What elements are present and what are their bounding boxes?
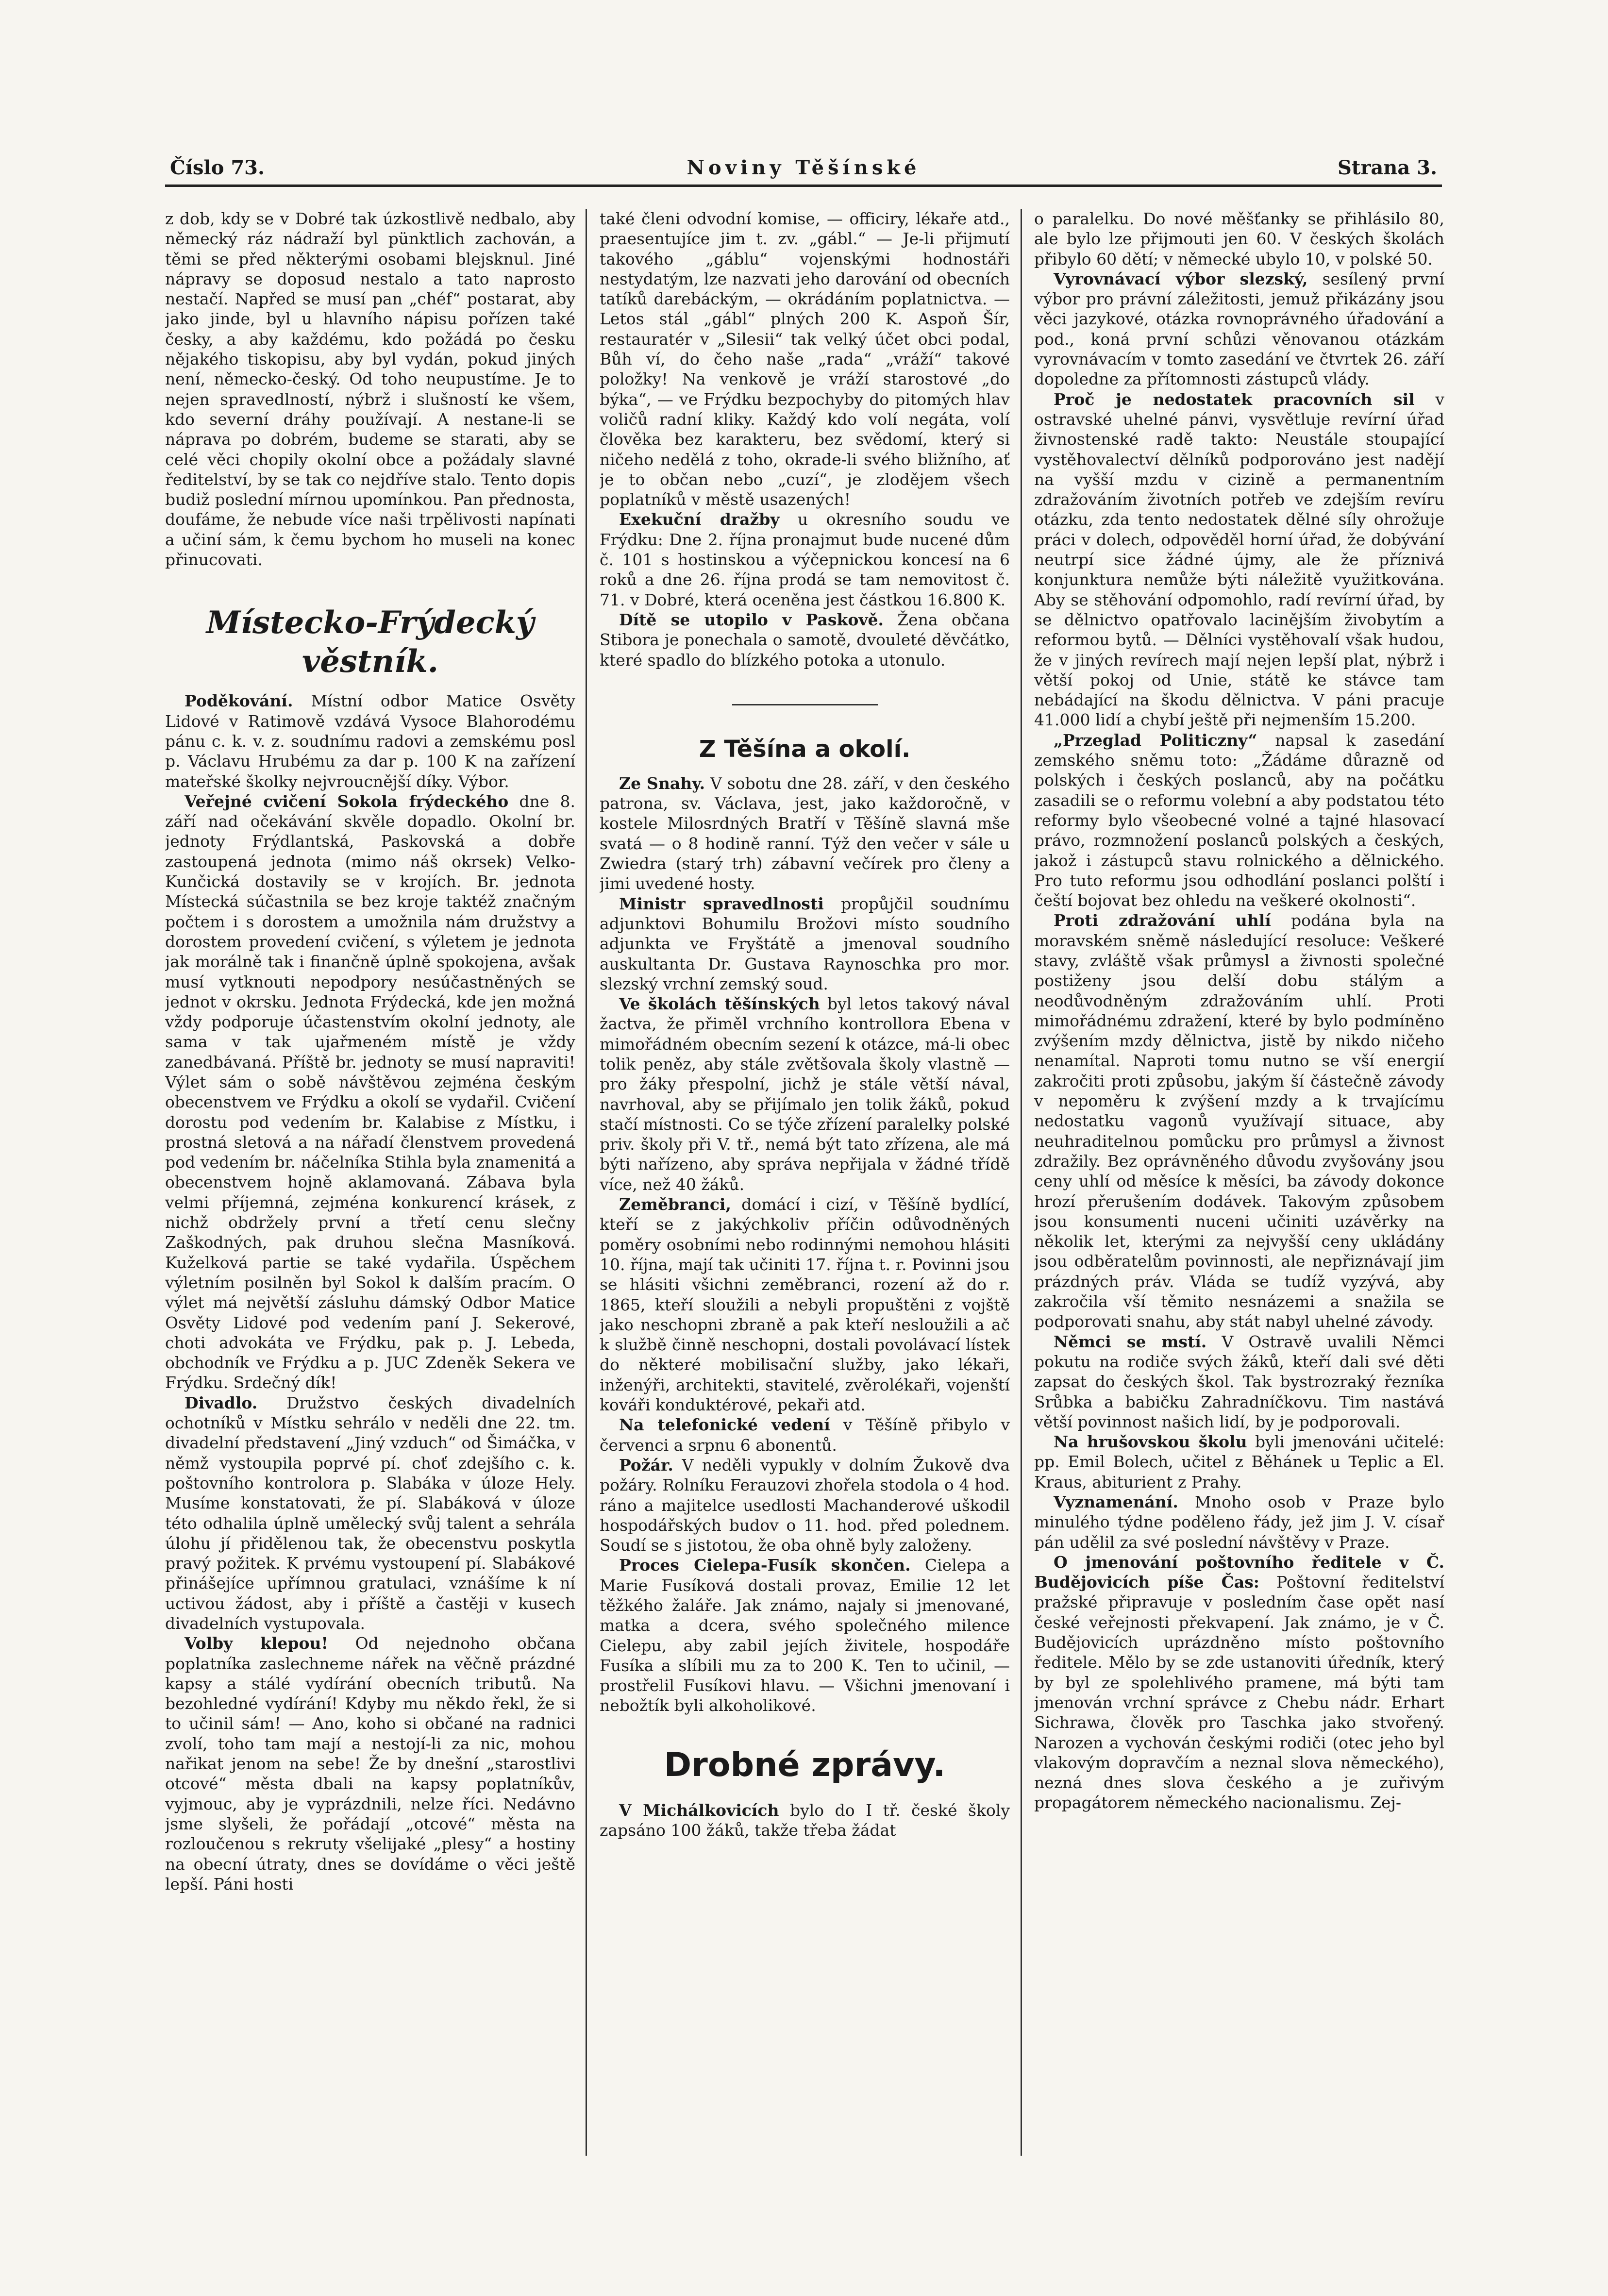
article-paragraph: také členi odvodní komise, — officiry, lékaře atd., praesentujíce jim t. zv. „gábl.“ — Je-li přijmutí takového „gáblu“ vojenskými hodnostáři nestydatým, lze nazvati jeho darování od obecních tatíků darebáckým, — okrádáním poplatnictva. — Letos stál „gábl“ plných 200 K. Aspoň Šír, restauratér v „Silesii“ tak velký účet obci podal, Bůh ví, do čeho naše „rada“ „vráží“ takové položky! Na venkově je vráží starostové „do býka“, — ve Frýdku bezpochyby do pitomých hlav voličů radní kliky. Každý kdo volí negáta, volí člověka bez karakteru, bez svědomí, který si ničeho nedělá z toho, okrade-li svého bližního, ať je to občan nebo „cuzí“, je zlodějem všech poplatníků v městě usazených! bbox=[600, 209, 1010, 509]
section-rule bbox=[732, 704, 878, 705]
newspaper-title: Noviny Těšínské bbox=[687, 156, 921, 179]
article-lead: Na telefonické vedení bbox=[619, 1415, 830, 1435]
article-lead: „Przeglad Politiczny“ bbox=[1054, 730, 1257, 750]
column-divider bbox=[1021, 209, 1022, 2156]
article-paragraph: o paralelku. Do nové měšťanky se přihlásilo 80, ale bylo lze přijmouti jen 60. V českých školách přibylo 60 dětí; v německé ubylo 10, v polské 50. bbox=[1034, 209, 1444, 268]
article-paragraph: Vyznamenání. Mnoho osob v Praze bylo minulého týdne poděleno řády, jež jim J. V. císař pán udělil za své poslední návštěvy v Praze. bbox=[1034, 1492, 1444, 1552]
article-paragraph: Proč je nedostatek pracovních sil v ostravské uhelné pánvi, vysvětluje revírní úřad živnostenské radě takto: Neustále stoupající vystěhovalectví dělníků podporováno jest nadějí na vyšší mzdu v cizině a permanentním zdražováním životních potřeb ve zdejším revíru otázku, zda tento nedostatek dělné síly ohrožuje práci v dolech, odpověděl horní úřad, že dobývání neutrpí sice žádné újmy, ale že příznivá konjunktura nemůže býti náležitě využitkována. Aby se stěhování odpomohlo, radí revírní úřad, by se dělnictvo opatřovalo lacinějším živobytím a reformou bytů. — Dělníci vystěhovalí však hudou, že v jiných revírech mají nejen lepší plat, nýbrž i větší pokoj od Unie, státě ke stávce tam nebádající na škodu dělnictva. V páni pracuje 41.000 lidí a chybí ještě při nejmenším 15.200. bbox=[1034, 389, 1444, 730]
section-heading: Drobné zprávy. bbox=[664, 1745, 946, 1784]
article-paragraph: V Michálkovicích bylo do I tř. české školy zapsáno 100 žáků, takže třeba žádat bbox=[600, 1800, 1010, 1840]
article-lead: Němci se mstí. bbox=[1054, 1332, 1207, 1351]
issue-number: Číslo 73. bbox=[170, 156, 265, 179]
article-paragraph: z dob, kdy se v Dobré tak úzkostlivě nedbalo, aby německý ráz nádraží byl pünktlich zachován, a těmi se před některými osobami blejsknul. Jiné nápravy se doposud nestalo a tato naprosto nestačí. Napřed se musí pan „chéf“ postarat, aby jako jinde, byl u hlavního nápisu pořízen také česky, a aby každému, kdo požádá po česku nějakého tiskopisu, aby byl vydán, pokud jiných není, německo-český. Od toho neupustíme. Je to nejen spravedlností, nýbrž i slušností ke všem, kdo severní dráhy používají. A nestane-li se náprava po dobrém, budeme se starati, aby se celé věci chopily okolní obce a požádaly slavné ředitelství, by se tak co nejdříve stalo. Tento dopis budiž poslední mírnou upomínkou. Pan přednosta, doufáme, že nebude více naši trpělivosti napínati a učiní sám, k čemu bychom ho museli na konec přinucovati. bbox=[165, 209, 575, 570]
column-divider bbox=[586, 209, 587, 2156]
article-paragraph: Ministr spravedlnosti propůjčil soudnímu adjunktovi Bohumilu Brožovi místo soudního adjunkta ve Fryštátě a jmenoval soudního auskultanta Dr. Gustava Raynoschka pro mor. slezský vrchní zemský soud. bbox=[600, 894, 1010, 993]
article-lead: Ministr spravedlnosti bbox=[619, 894, 824, 913]
column-1 bbox=[165, 209, 575, 2156]
article-paragraph: O jmenování poštovního ředitele v Č. Budějovicích píše Čas: Poštovní ředitelství pražské připravuje v posledním čase opět nasí české veřejnosti překvapení. Jak známo, je v Č. Budějovicích uprázdněno místo poštovního ředitele. Mělo by se zde ustanoviti úředník, který by byl ze spolehlivého pramene, má býti tam jmenován vrchní správce z Chebu nádr. Erhart Sichrawa, člověk pro Taschka jako stvořený. Narozen a vychován českými rodiči (otec jeho byl vlakovým dopravčím a neznal slova německého), nezná dnes slova českého a je zuřivým propagátorem německého nacionalismu. Zej- bbox=[1034, 1552, 1444, 1812]
article-paragraph: Na telefonické vedení v Těšíně přibylo v červenci a srpnu 6 abonentů. bbox=[600, 1415, 1010, 1455]
article-lead: Vyrovnávací výbor slezský, bbox=[1054, 269, 1308, 288]
section-heading: Místecko-Frýdecký věstník. bbox=[206, 604, 535, 680]
article-paragraph: Vyrovnávací výbor slezský, sesílený první výbor pro právní záležitosti, jemuž přikázány jsou věci jazykové, otázka rovnoprávného úřadování a pod., koná první schůzi věnovanou otázkám vyrovnávacím v tomto zasedání ve čtvrtek 26. září dopoledne za přítomnosti zástupců vlády. bbox=[1034, 269, 1444, 389]
article-paragraph: Na hrušovskou školu byli jmenováni učitelé: pp. Emil Bolech, učitel z Běhánek u Teplic a El. Kraus, abiturient z Prahy. bbox=[1034, 1432, 1444, 1492]
article-lead: Zeměbranci, bbox=[619, 1195, 731, 1214]
article-paragraph: „Przeglad Politiczny“ napsal k zasedání zemského sněmu toto: „Žádáme důrazně od polských i českých poslanců, aby na počátku zasadili se o reformu volební a aby podstatou této reformy bylo všeobecné volné a tajné hlasovací právo, rozmnožení poslanců polských a českých, jakož i zástupců stavu rolnického a dělnického. Pro tuto reformu jsou odhodlání poslanci polští i čeští bojovat bez ohledu na veškeré okolnosti“. bbox=[1034, 730, 1444, 910]
article-lead: Na hrušovskou školu bbox=[1054, 1432, 1247, 1452]
article-lead: V Michálkovicích bbox=[619, 1800, 779, 1820]
article-lead: Požár. bbox=[619, 1455, 673, 1475]
article-lead: Proč je nedostatek pracovních sil bbox=[1054, 389, 1415, 409]
article-lead: Volby klepou! bbox=[184, 1634, 328, 1653]
article-lead: Veřejné cvičení Sokola frýdeckého bbox=[184, 791, 509, 811]
article-paragraph: Ze Snahy. V sobotu dne 28. září, v den českého patrona, sv. Václava, jest, jako každoročně, v kostele Milosrdných Bratří v Těšíně slavná mše svatá — o 8 hodině ranní. Týž den večer v sále u Zwiedra (starý trh) zábavní večírek pro členy a jimi uvedené hosty. bbox=[600, 773, 1010, 893]
article-paragraph: Zeměbranci, domácí i cizí, v Těšíně bydlící, kteří se z jakýchkoliv příčin odůvodněných poměry osobními nebo rodinnými nemohou hlásiti 10. října, mají tak učiniti 17. října t. r. Povinni jsou se hlásiti všichni zeměbranci, rození až do r. 1865, kteří sloužili a nebyli propuštěni z vojště jako neschopni zbraně a pak kteří nesloužili a ač k službě činně neschopni, dostali povolávací lístek do některé mobilisační služby, jako lékaři, inženýři, architekti, stavitelé, zvěrolékaři, vojenští kováři konduktérové, pekaři atd. bbox=[600, 1195, 1010, 1415]
column-2 bbox=[600, 209, 1010, 2156]
newspaper-page bbox=[165, 155, 1442, 2195]
article-lead: Ve školách těšínských bbox=[619, 994, 820, 1014]
article-paragraph: Volby klepou! Od nejednoho občana poplatníka zaslechneme nářek na věčně prázdné kapsy a stálé vydírání obecních tributů. Na bezohledné vydírání! Kdyby mu někdo řekl, že si to učinil sám! — Ano, koho si občané na radnici zvolí, toho tam mají a nestojí-li za nic, mohou nařikat jenom na sebe! Že by dnešní „starostlivi otcové“ města dbali na kapsy poplatníkův, vyjmouc, aby je vyprázdnili, nelze říci. Nedávno jsme slyšeli, že pořádají „otcové“ města na rozloučenou s rekruty všelijaké „plesy“ a hostiny na obecní útraty, dnes se dovídáme o věci ještě lepší. Páni hosti bbox=[165, 1634, 575, 1894]
article-paragraph: Exekuční dražby u okresního soudu ve Frýdku: Dne 2. října pronajmut bude nucené dům č. 101 s hostinskou a výčepnickou koncesí na 6 roků a dne 26. října prodá se tam nemovitost č. 71. v Dobré, která oceněna jest částkou 16.800 K. bbox=[600, 510, 1010, 609]
article-paragraph: Divadlo. Družstvo českých divadelních ochotníků v Místku sehrálo v neděli dne 22. tm. divadelní představení „Jiný vzduch“ od Šimáčka, v němž vystoupila poprvé pí. choť zdejšího c. k. poštovního kontrolora p. Slabáka v úloze Hely. Musíme konstatovati, že pí. Slabáková v úloze této odhalila úplně umělecký svůj talent a sehrála úlohu jí přidělenou tak, že obecenstvu poskytla pravý požitek. K prvému vystoupení pí. Slabákové přinášejíce upřímnou gratulaci, vznášíme k ní uctivou žádost, aby i příště a častěji v kusech divadelních vystupovala. bbox=[165, 1393, 575, 1633]
article-lead: Proces Cielepa-Fusík skončen. bbox=[619, 1556, 911, 1575]
section-heading: Z Těšína a okolí. bbox=[699, 735, 911, 763]
article-lead: Proti zdražování uhlí bbox=[1054, 911, 1271, 930]
page-number: Strana 3. bbox=[1337, 156, 1437, 179]
article-lead: Ze Snahy. bbox=[619, 773, 705, 793]
page-header bbox=[165, 155, 1442, 187]
article-lead: Vyznamenání. bbox=[1054, 1492, 1178, 1511]
article-paragraph: Veřejné cvičení Sokola frýdeckého dne 8. září nad očekávání skvěle dopadlo. Okolní br. jednoty Frýdlantská, Paskovská a dobře zastoupená jednota (mimo náš okrsek) Velko-Kunčická dostavily se v krojích. Br. jednota Místecká súčastnila se bez kroje taktéž značným počtem i s dorostem a umožnila nám družstvy a dorostem provedení cvičení, s výletem je jednota jak morálně tak i finančně úplně spokojena, avšak musí vytknouti nepodpory nesúčastněných se jednot v okrsku. Jednota Frýdecká, kde jen možná vždy podporuje účastenstvím okolní jednoty, ale sama v tak ujařmeném místě je vždy zanedbávaná. Příště br. jednoty se musí napraviti! Výlet sám o sobě návštěvou zejména českým obecenstvem ve Frýdku a okolí se vydařil. Cvičení dorostu pod vedením br. Kalabise z Místku, i prostná sletová a na nářadí členstvem provedená pod vedením br. náčelníka Stihla byla znamenitá a obecenstvem hojně aklamovaná. Zábava byla velmi příjemná, zejména konkurencí krásek, z nichž obdržely první a třetí cenu slečny Zaškodných, pak druhou slečna Masníková. Kuželková partie se také vydařila. Úspěchem výletním posilněn byl Sokol k dalším pracím. O výlet má největší zásluhu dámský Odbor Matice Osvěty Lidové pod vedením paní J. Sekerové, choti advokáta ve Frýdku, pak p. J. Lebeda, obchodník ve Frýdku a p. JUC Zdeněk Sekera ve Frýdku. Srdečný dík! bbox=[165, 791, 575, 1392]
article-paragraph: Poděkování. Místní odbor Matice Osvěty Lidové v Ratimově vzdává Vysoce Blahorodému pánu c. k. v. z. soudnímu radovi a zemskému posl p. Václavu Hrubému za dar p. 100 K na zařízení mateřské školky nejvroucnější díky. Výbor. bbox=[165, 691, 575, 791]
article-paragraph: Proti zdražování uhlí podána byla na moravském sněmě následující resoluce: Veškeré stavy, zvláště však průmysl a živnosti společné postiženy jsou delší dobu stálým a neodůvodněným zdražováním uhlí. Proti mimořádnému zdražení, které by bylo podmíněno zvýšením mzdy dělnictva, jistě by nikdo ničeho nenamítal. Naproti tomu nutno se vší energií zakročiti proti způsobu, jakým ší částečně závody v nepoměru k zvýšení mzdy a k trvajícímu nedostatku vagonů využívají situace, aby neuhraditelnou pomůcku pro průmysl a živnost zdražily. Bez oprávněného důvodu zvyšovány jsou ceny uhlí od měsíce k měsíci, ba závody dokonce hrozí přerušením dodávek. Takovým způsobem jsou konsumenti nuceni učiniti uzávěrky na několik let, kterými za nejvyšší ceny ukládány jsou odběratelům povinnosti, ale nepřiznávají jim prázdných práv. Vláda se tudíž vyzývá, aby zakročila vší těmito nesnázemi a snažila se podporovati snahu, aby stát nabyl uhelné závody. bbox=[1034, 911, 1444, 1331]
column-3 bbox=[1034, 209, 1444, 2156]
article-lead: O jmenování poštovního ředitele v Č. Budějovicích píše Čas: bbox=[1034, 1552, 1444, 1592]
article-paragraph: Ve školách těšínských byl letos takový nával žactva, že přiměl vrchního kontrollora Ebena v mimořádném obecním sezení k otázce, má-li obec tolik peněz, aby stále zvětšovala školy vlastně — pro žáky přespolní, jichž je stále větší nával, navrhoval, aby se přijímalo jen tolik žáků, pokud stačí místnosti. Co se týče zřízení paralelky polské priv. školy při V. tř., nemá být tato zřízena, ale má býti nařízeno, aby správa nepřijala v žádné třídě více, než 40 žáků. bbox=[600, 994, 1010, 1194]
article-lead: Divadlo. bbox=[184, 1393, 258, 1412]
article-paragraph: Proces Cielepa-Fusík skončen. Cielepa a Marie Fusíková dostali provaz, Emilie 12 let těžkého žaláře. Jak známo, najaly si jmenované, matka a dcera, svého společného milence Cielepu, aby zabil jejích živitele, hospodáře Fusíka a slíbili mu za to 200 K. Ten to učinil, — prostřelil Fusíkovi hlavu. — Všichni jmenovaní i nebožtík byli alkoholikové. bbox=[600, 1556, 1010, 1715]
article-lead: Exekuční dražby bbox=[619, 510, 780, 529]
article-lead: Dítě se utopilo v Paskově. bbox=[619, 610, 884, 629]
article-paragraph: Požár. V neděli vypukly v dolním Žukově dva požáry. Rolníku Ferauzovi zhořela stodola o 4 hod. ráno a majitelce usedlosti Machanderové uškodil hospodářských budov o 11. hod. před polednem. Soudí se s jistotou, že oba ohně byly založeny. bbox=[600, 1455, 1010, 1555]
article-lead: Poděkování. bbox=[184, 691, 293, 711]
article-paragraph: Dítě se utopilo v Paskově. Žena občana Stibora je ponechala o samotě, dvouleté děvčátko, které spadlo do blízkého potoka a utonulo. bbox=[600, 610, 1010, 670]
article-paragraph: Němci se mstí. V Ostravě uvalili Němci pokutu na rodiče svých žáků, kteří dali své děti zapsat do českých škol. Tak bystrozraký řezníka Srůbka a babičku Zahradníčkovu. Tim nastává větší povinnost našich lidí, by je podporovali. bbox=[1034, 1332, 1444, 1431]
